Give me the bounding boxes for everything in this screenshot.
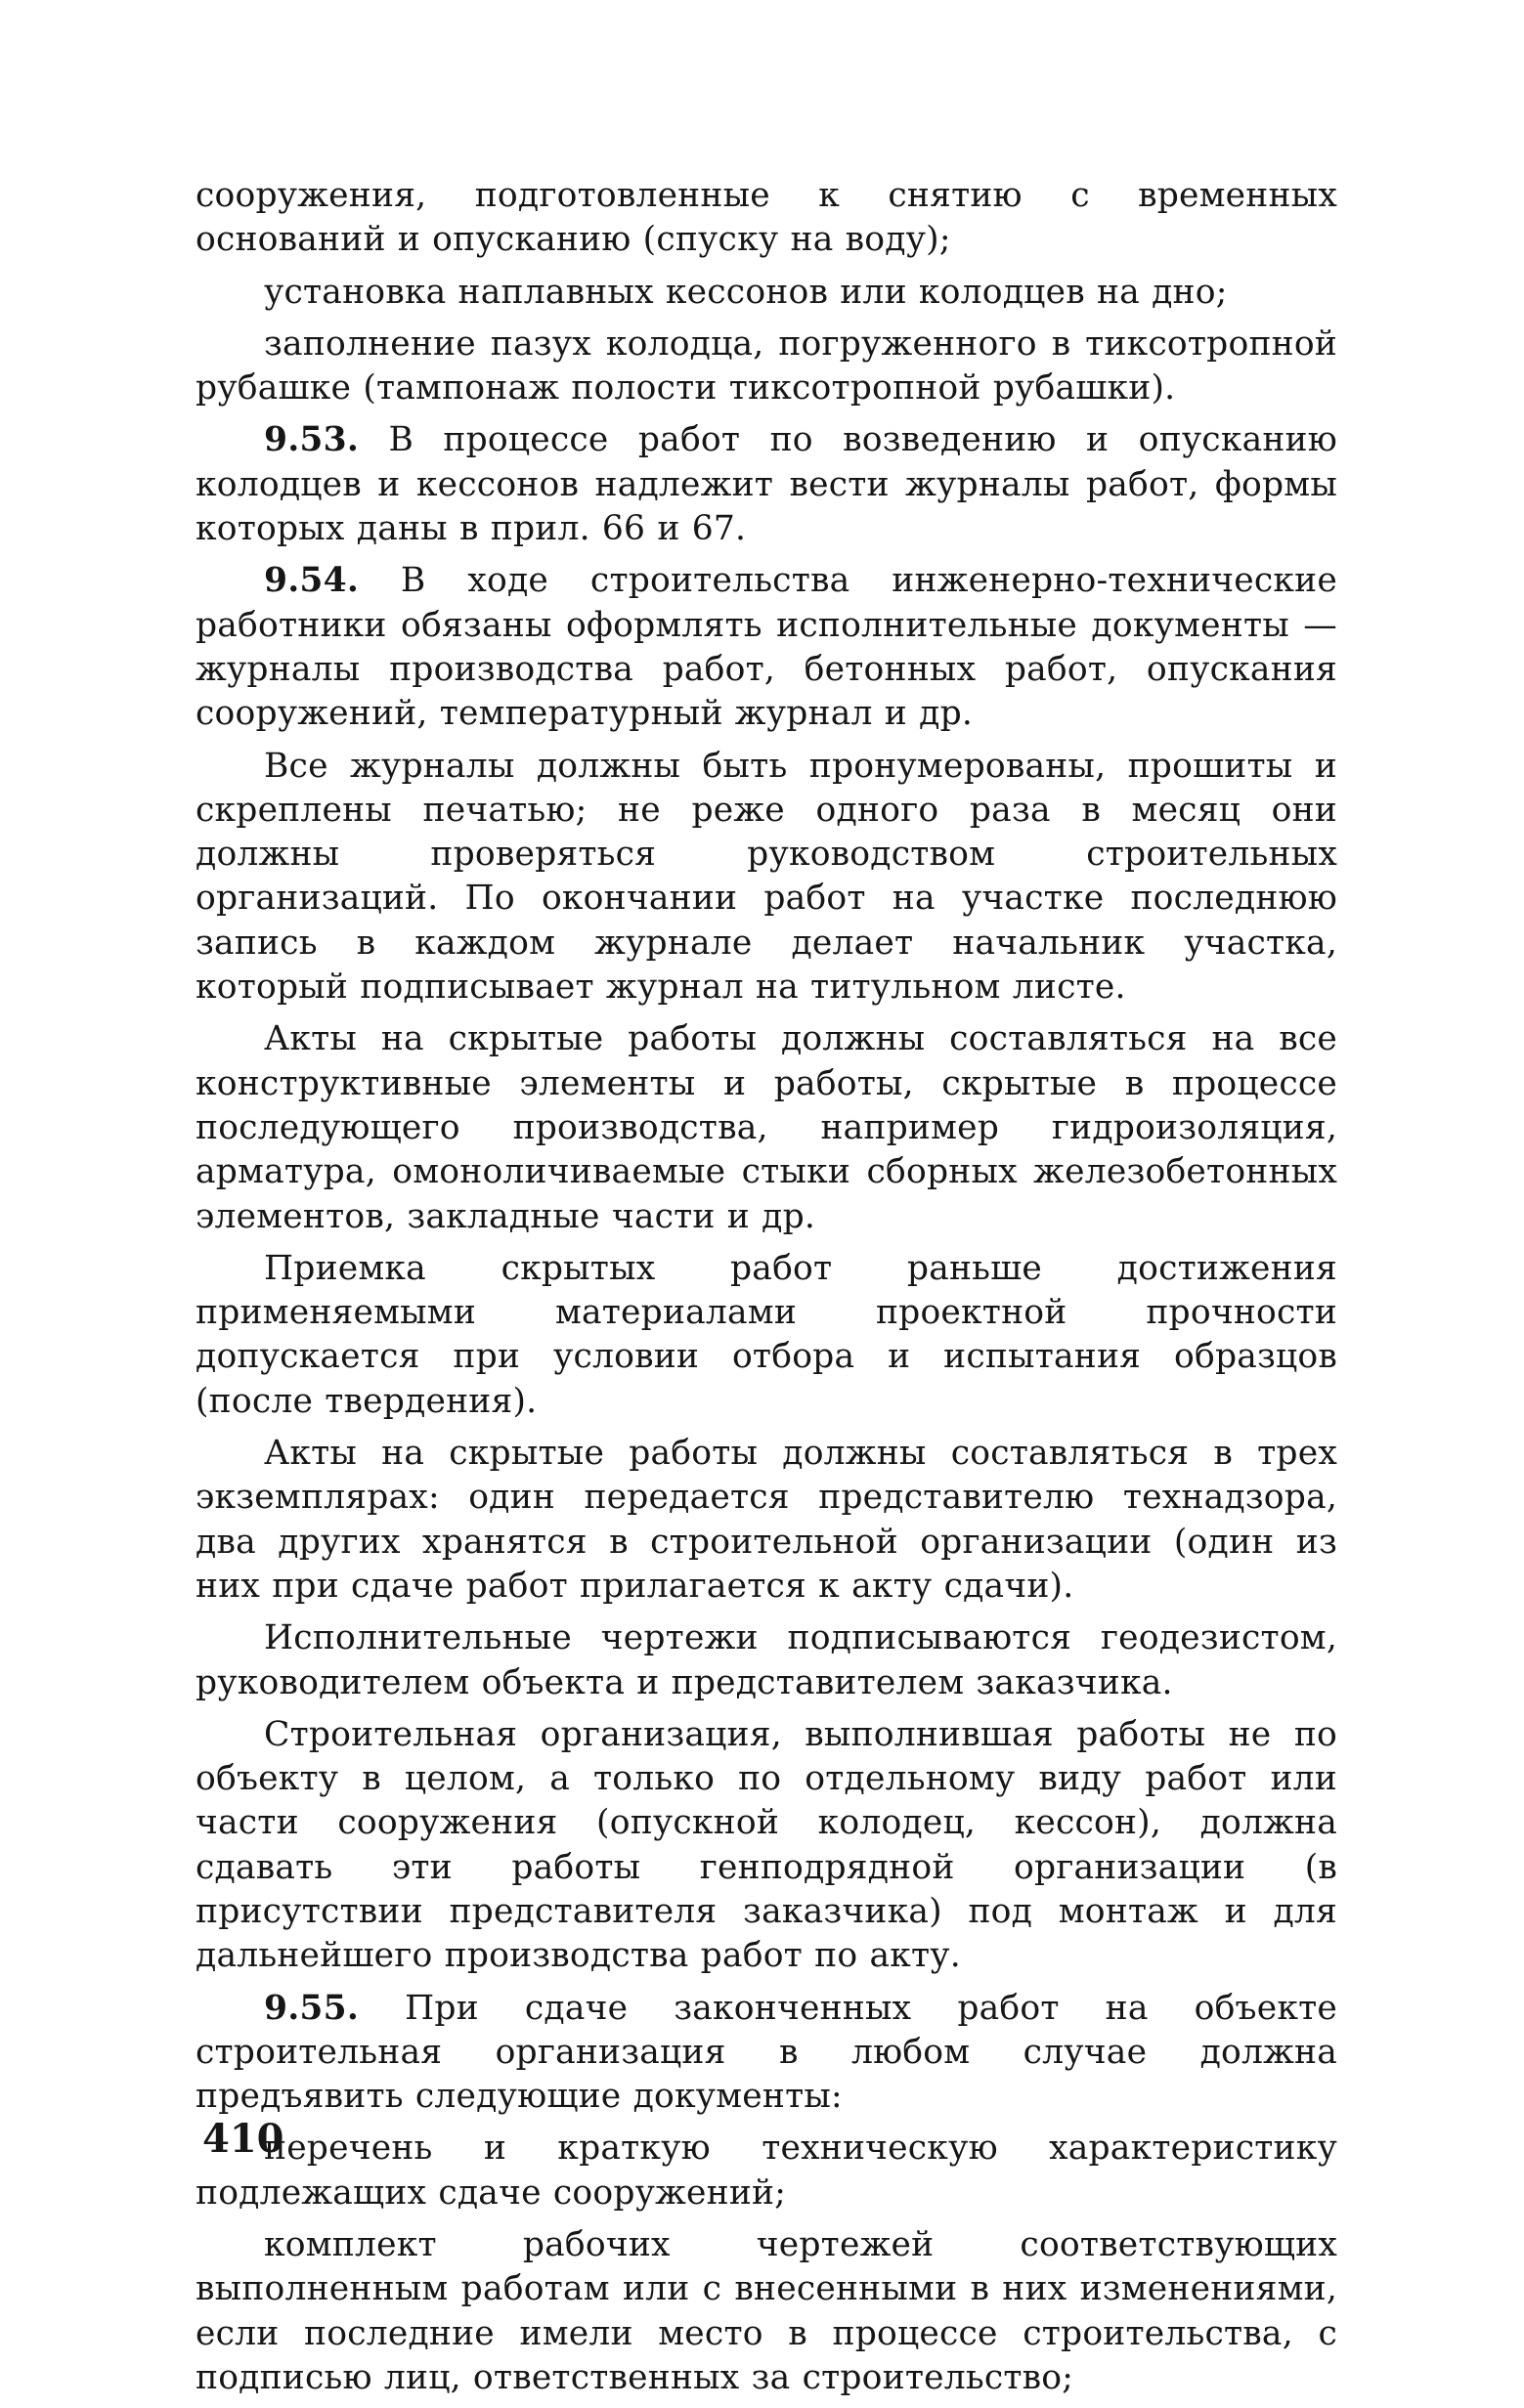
paragraph: [196, 1247, 1337, 1424]
paragraph-text: Акты на скрытые работы должны составляться на все конструктивные элементы и работы, скрытые в процессе последующего производства, например гидроизоляция, арматура, омоноличиваемые стыки сборных железобетонных элементов, закладные части и др.: [196, 1019, 1337, 1236]
paragraph-continued: [196, 174, 1337, 263]
paragraph: [196, 1616, 1337, 1705]
paragraph: [196, 1432, 1337, 1609]
paragraph-text: Исполнительные чертежи подписываются геодезистом, руководителем объекта и представителем заказчика.: [196, 1618, 1337, 1702]
clause-number: 9.54.: [264, 561, 360, 601]
paragraph-9-55: [196, 1987, 1337, 2120]
paragraph-text: Все журналы должны быть пронумерованы, прошиты и скреплены печатью; не реже одного раза в месяц они должны проверяться руководством строительных организаций. По окончании работ на участке последнюю запись в каждом журнале делает начальник участка, который подписывает журнал на титульном листе.: [196, 746, 1337, 1008]
paragraph-list-item: [196, 2127, 1337, 2215]
paragraph-text: сооружения, подготовленные к снятию с временных оснований и опусканию (спуску на воду);: [196, 176, 1337, 260]
paragraph-text: комплект рабочих чертежей соответствующих выполненным работам или с внесенными в них изменениями, если последние имели место в процессе строительства, с подписью лиц, ответственных за строительство;: [196, 2225, 1337, 2397]
paragraph-text: Приемка скрытых работ раньше достижения применяемыми материалами проектной прочности допускается при условии отбора и испытания образцов (после твердения).: [196, 1248, 1337, 1421]
paragraph-text: установка наплавных кессонов или колодцев на дно;: [264, 272, 1228, 312]
paragraph-list-item: [196, 322, 1337, 411]
paragraph-text: перечень и краткую техническую характеристику подлежащих сдаче сооружений;: [196, 2128, 1337, 2213]
paragraph-list-item: [196, 2223, 1337, 2400]
clause-number: 9.55.: [264, 1988, 360, 2028]
clause-number: 9.53.: [264, 420, 360, 460]
paragraph-text: В процессе работ по возведению и опусканию колодцев и кессонов надлежит вести журналы работ, формы которых даны в прил. 66 и 67.: [196, 420, 1337, 549]
paragraph-text: Строительная организация, выполнившая работы не по объекту в целом, а только по отдельному виду работ или части сооружения (опускной колодец, кессон), должна сдавать эти работы генподрядной организации (в присутствии представителя заказчика) под монтаж и для дальнейшего производства работ по акту.: [196, 1714, 1337, 1976]
paragraph: [196, 745, 1337, 1010]
paragraph: [196, 1713, 1337, 1979]
paragraph-text: В ходе строительства инженерно-технические работники обязаны оформлять исполнительные документы — журналы производства работ, бетонных работ, опускания сооружений, температурный журнал и др.: [196, 561, 1337, 734]
paragraph-text: заполнение пазух колодца, погруженного в тиксотропной рубашке (тампонаж полости тиксотропной рубашки).: [196, 323, 1337, 408]
paragraph-list-item: [196, 271, 1337, 315]
text-column: [196, 174, 1337, 2408]
paragraph-9-53: [196, 418, 1337, 551]
paragraph-text: Акты на скрытые работы должны составляться в трех экземплярах: один передается представителю технадзора, два других хранятся в строительной организации (один из них при сдаче работ прилагается к акту сдачи).: [196, 1434, 1337, 1606]
paragraph: [196, 1017, 1337, 1238]
paragraph-9-54: [196, 559, 1337, 736]
page-number: 410: [202, 2116, 284, 2162]
paragraph-text: При сдаче законченных работ на объекте строительная организация в любом случае должна предъявить следующие документы:: [196, 1988, 1337, 2117]
